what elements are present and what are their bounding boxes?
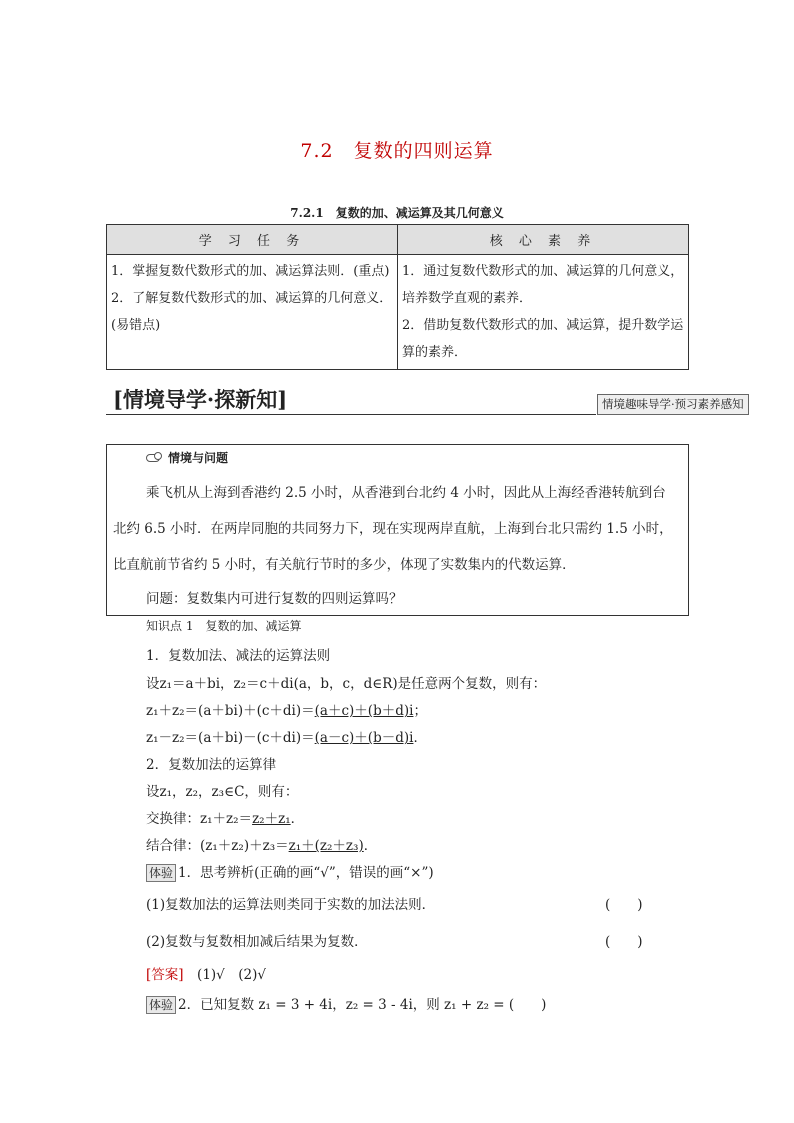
knowledge-sub2: 2．复数加法的运算律 [146, 757, 277, 773]
knowledge-title: 知识点 1 复数的加、减运算 [146, 619, 302, 633]
scenario-line-3: 比直航前节省约 5 小时，有关航行节时的多少，体现了实数集内的代数运算． [113, 557, 576, 573]
goal-literacy-2: 2．借助复数代数形式的加、减运算，提升数学运算的素养． [402, 318, 684, 360]
exercise2-prompt [146, 993, 546, 1014]
goals-table [106, 224, 689, 370]
knowledge-sub1: 1．复数加法、减法的运算法则 [146, 648, 331, 664]
knowledge-intro: 设z₁＝a＋bi，z₂＝c＋di(a，b，c，d∈R)是任意两个复数，则有： [146, 676, 547, 692]
exercise1-blank2: ( ) [605, 934, 643, 950]
exercise1-tag: 体验 [146, 864, 176, 882]
exercise1-blank1: ( ) [605, 897, 643, 913]
addition-rule: z₁＋z₂＝(a＋bi)＋(c＋di)＝(a＋c)＋(b＋d)i； [146, 703, 427, 719]
subtraction-lhs: z₁－z₂＝(a＋bi)－(c＋di)＝ [146, 730, 315, 746]
exercise1-text: 1．思考辨析(正确的画“√”，错误的画“×”) [178, 865, 434, 881]
addition-rhs: (a＋c)＋(b＋d)i [314, 703, 414, 719]
exercise1-item1: (1)复数加法的运算法则类同于实数的加法法则． [146, 897, 436, 913]
answer-text: (1)√ (2)√ [197, 967, 266, 983]
subtraction-rule: z₁－z₂＝(a＋bi)－(c＋di)＝(a－c)＋(b－d)i． [146, 730, 427, 746]
goals-tasks-cell [107, 255, 398, 370]
commutative-rhs: z₂＋z₁ [252, 811, 291, 827]
associative-rhs: z₁＋(z₂＋z₃) [288, 838, 364, 854]
addition-lhs: z₁＋z₂＝(a＋bi)＋(c＋di)＝ [146, 703, 315, 719]
associative-lhs: 结合律：(z₁＋z₂)＋z₃＝ [146, 838, 289, 854]
banner-title: [情境导学·探新知] [113, 387, 288, 412]
scenario-heading-text: 情境与问题 [168, 451, 229, 465]
banner-rule [106, 414, 596, 415]
chapter-title: 7.2 复数的四则运算 [300, 140, 494, 162]
subtraction-rhs: (a－c)＋(b－d)i [314, 730, 414, 746]
goals-header-literacy: 核 心 素 养 [398, 225, 689, 255]
scenario-line-2: 北约 6.5 小时．在两岸同胞的共同努力下，现在实现两岸直航，上海到台北只需约 1.5 小时， [113, 521, 673, 537]
scenario-icon [146, 451, 164, 463]
scenario-line-1: 乘飞机从上海到香港约 2.5 小时，从香港到台北约 4 小时，因此从上海经香港转航到台 [146, 485, 666, 501]
exercise2-tag: 体验 [146, 996, 176, 1014]
knowledge-set-line: 设z₁，z₂，z₃∈C，则有： [146, 784, 299, 800]
scenario-question: 问题：复数集内可进行复数的四则运算吗？ [146, 591, 403, 607]
commutative-law: 交换律：z₁＋z₂＝z₂＋z₁． [146, 811, 305, 827]
goal-task-1: 1．掌握复数代数形式的加、减运算法则．(重点) [111, 264, 390, 279]
answer-label: [答案] [146, 967, 184, 983]
exercise1-prompt [146, 861, 434, 882]
goal-task-2: 2．了解复数代数形式的加、减运算的几何意义．(易错点) [111, 291, 393, 333]
associative-law: 结合律：(z₁＋z₂)＋z₃＝z₁＋(z₂＋z₃)． [146, 838, 378, 854]
exercise2-text: 2．已知复数 z₁ = 3 + 4i，z₂ = 3 - 4i，则 z₁ + z₂ = ( ) [178, 997, 547, 1013]
section-title: 7.2.1 复数的加、减运算及其几何意义 [290, 206, 504, 220]
exercise1-answer [146, 963, 266, 983]
scenario-heading [146, 449, 228, 466]
goals-header-tasks: 学 习 任 务 [107, 225, 398, 255]
commutative-lhs: 交换律：z₁＋z₂＝ [146, 811, 253, 827]
banner-tag: 情境趣味导学·预习素养感知 [597, 394, 749, 415]
goal-literacy-1: 1．通过复数代数形式的加、减运算的几何意义，培养数学直观的素养． [402, 264, 684, 306]
exercise1-item2: (2)复数与复数相加减后结果为复数． [146, 934, 368, 950]
goals-literacy-cell [398, 255, 689, 370]
